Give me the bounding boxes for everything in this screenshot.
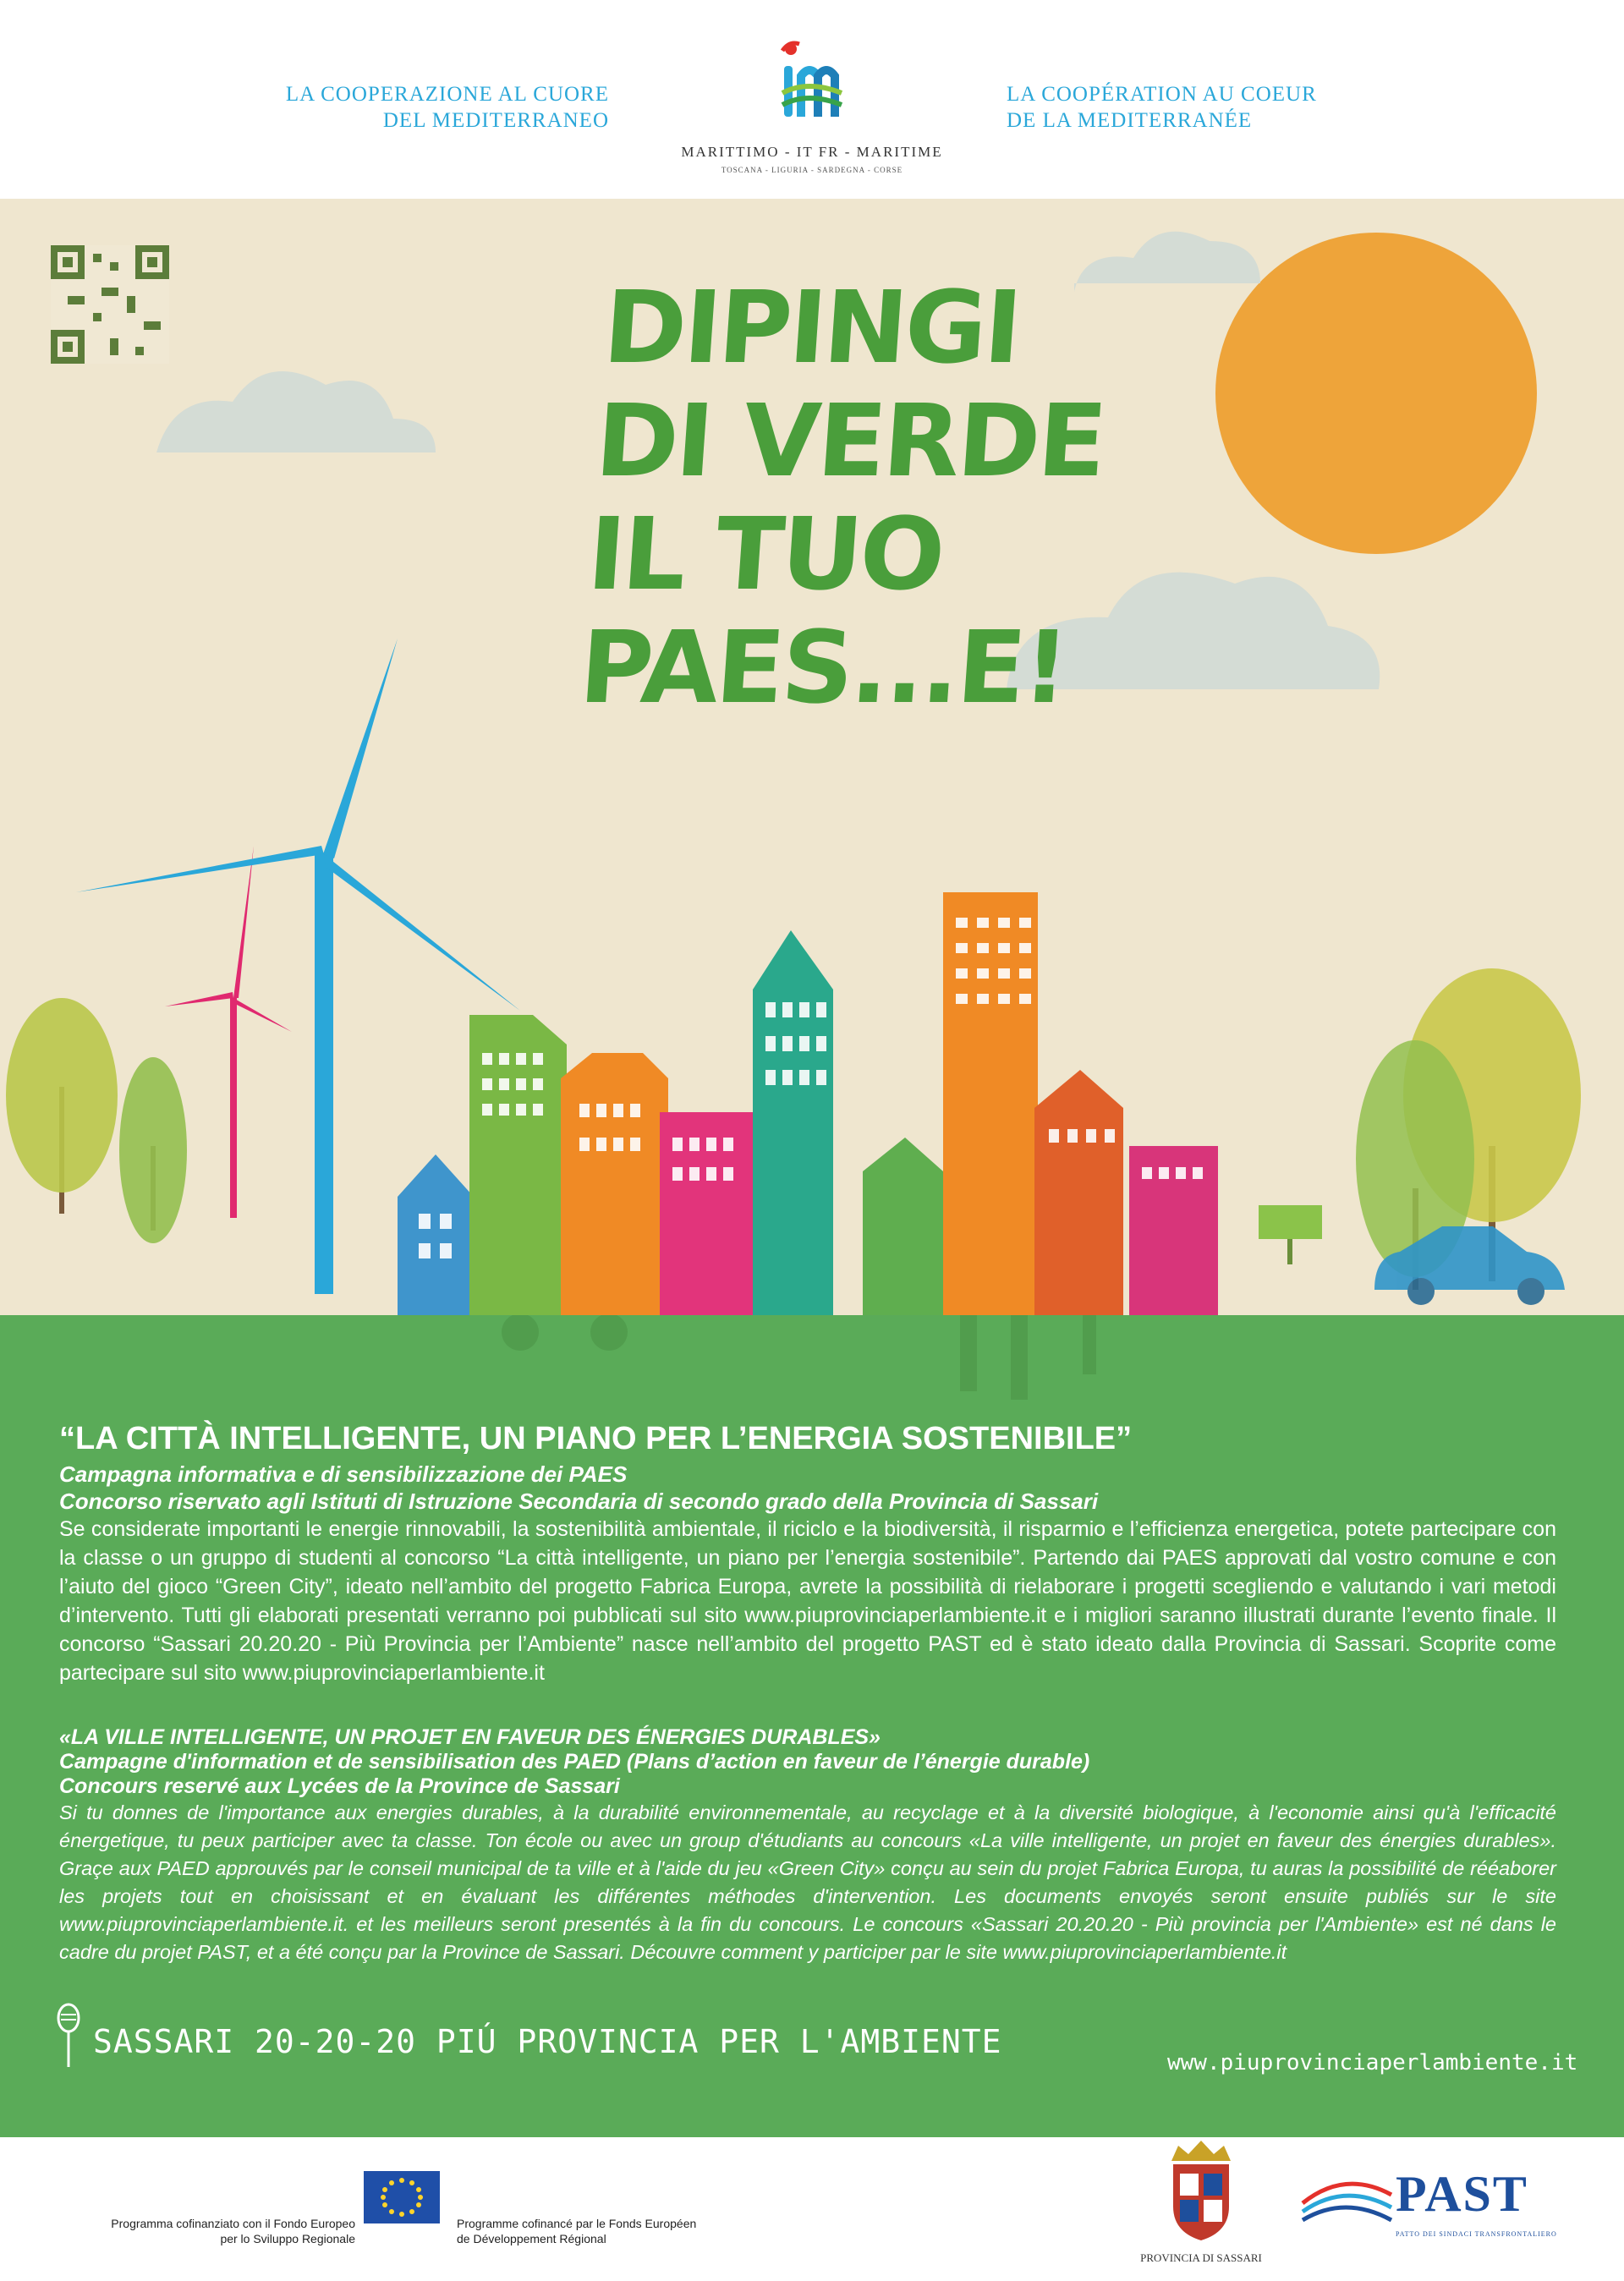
- past-logo-text: PAST: [1396, 2166, 1528, 2222]
- building-icon: [753, 930, 833, 1315]
- campaign-slogan: SASSARI 20-20-20 PIÚ PROVINCIA PER L'AMBIENTE: [93, 2023, 1002, 2060]
- building-icon: [561, 1053, 668, 1315]
- cloud-icon: [156, 371, 436, 452]
- solar-panel-icon: [1259, 1205, 1322, 1264]
- sun-icon: [1215, 233, 1537, 554]
- qr-code-icon: [51, 245, 169, 364]
- footer-funding-french-line1: Programme cofinancé par le Fonds Européen: [457, 2217, 697, 2230]
- logo-program-name: MARITTIMO - IT FR - MARITIME: [681, 144, 943, 160]
- italian-body: Se considerate importanti le energie rinnovabili, la sostenibilità ambientale, il riciclo e la biodiversità, il risparmio e l’efficienza energetica, potete partecipare con la classe o un gruppo di studenti al concorso “La città intelligente, un piano per l’energia sostenibile”. Partendo dai PAES approvati dal vostro comune e con l’aiuto del gioco “Green City”, ideato nell’ambito del progetto Fabrica Europa, avrete la possibilità di rielaborare i progetti scegliendo e valutando i vari metodi d’intervento. Tutti gli elaborati presentati verranno poi pubblicati sul sito www.piuprovinciaperlambiente.it e i migliori saranno illustrati durante l’evento finale. Il concorso “Sassari 20.20.20 - Più Provincia per l’Ambiente” nasce nell’ambito del progetto PAST ed è stato ideato dalla Provincia di Sassari. Scoprite come partecipare sul sito www.piuprovinciaperlambiente.it: [59, 1517, 1556, 1685]
- website-link[interactable]: www.piuprovinciaperlambiente.it: [1167, 2050, 1578, 2075]
- building-icon: [398, 1154, 474, 1315]
- french-section: [59, 1725, 1556, 1966]
- italian-subtitle-contest: Concorso riservato agli Istituti di Istruzione Secondaria di secondo grado della Provincia di Sassari: [59, 1489, 1099, 1514]
- footer-funding-french-line2: de Développement Régional: [457, 2232, 606, 2245]
- past-logo-subtitle: PATTO DEI SINDACI TRANSFRONTALIERO: [1396, 2230, 1557, 2238]
- footer-funding-italian-line2: per lo Sviluppo Regionale: [220, 2232, 355, 2245]
- french-body: Si tu donnes de l'importance aux energies durables, à la durabilité environnementale, au recyclage et à la diversité biologique, à l'economie ainsi qu'à l'efficacité énergetique, tu peux participer avec ta classe. Ton école ou avec un group d'étudiants au concours «La ville intelligente, un projet en faveur des énergies durables». Graçe aux PAED approuvés par le conseil municipal de ta ville et à l'aide du jeu «Green City» conçu au sein du projet Fabrica Europa, tu auras la possibilité de rééaborer les projets tout en choisissant et en évaluant les différentes méthodes d'intervention. Les documents envoyés seront ensuite publiés sur le site www.piuprovinciaperlambiente.it. et les meilleurs seront presentés à la fin du concours. Le concours «Sassari 20.20.20 - Più provincia per l'Ambiente» est né dans le cadre du projet PAST, et a été conçu par la Province de Sassari. Découvre comment y participer par le site www.piuprovinciaperlambiente.it: [59, 1801, 1556, 1963]
- figures-silhouettes-illustration: [0, 1315, 1624, 1417]
- headline-line4: PAES...E!: [576, 609, 1071, 726]
- footer-funding-french: [457, 2216, 761, 2246]
- footer-funding-italian-line1: Programma cofinanziato con il Fondo Europeo: [111, 2217, 355, 2230]
- marittimo-logo: [757, 34, 867, 135]
- header-tagline-italian-line1: LA COOPERAZIONE AL CUORE: [285, 83, 609, 106]
- province-name: PROVINCIA DI SASSARI: [1140, 2251, 1262, 2264]
- headline-line2: DI VERDE: [591, 382, 1108, 499]
- italian-subtitle-campaign: Campagna informativa e di sensibilizzazione dei PAES: [59, 1461, 628, 1487]
- header-tagline-italian: [254, 81, 609, 134]
- french-title: «LA VILLE INTELLIGENTE, UN PROJET EN FAVEUR DES ÉNERGIES DURABLES»: [59, 1725, 881, 1749]
- logo-program-regions: TOSCANA - LIGURIA - SARDEGNA - CORSE: [721, 166, 903, 174]
- header-tagline-french: [1007, 81, 1362, 134]
- headline: [576, 271, 1115, 724]
- header-tagline-italian-line2: DEL MEDITERRANEO: [382, 109, 609, 132]
- italian-section: [59, 1421, 1556, 1687]
- headline-line3: IL TUO: [584, 496, 946, 612]
- building-icon: [1034, 1070, 1123, 1315]
- tree-icon: [119, 1057, 187, 1243]
- province-coat-of-arms-icon: [1163, 2136, 1239, 2245]
- eu-flag-icon: [364, 2171, 440, 2223]
- header-tagline-french-line2: DE LA MEDITERRANÉE: [1007, 109, 1253, 132]
- french-subtitle-contest: Concours reservé aux Lycées de la Province de Sassari: [59, 1774, 620, 1798]
- italian-title: “LA CITTÀ INTELLIGENTE, UN PIANO PER L’ENERGIA SOSTENIBILE”: [59, 1421, 1133, 1456]
- building-icon: [943, 892, 1038, 1315]
- microphone-icon: [54, 2003, 83, 2070]
- french-subtitle-campaign: Campagne d'information et de sensibilisation des PAED (Plans d’action en faveur de l’énergie durable): [59, 1750, 1090, 1774]
- header-tagline-french-line1: LA COOPÉRATION AU COEUR: [1007, 83, 1317, 106]
- building-icon: [863, 1138, 943, 1315]
- footer-funding-italian: [51, 2216, 355, 2246]
- headline-line1: DIPINGI: [600, 269, 1023, 386]
- tree-icon: [6, 998, 118, 1214]
- past-swoosh-icon: [1298, 2169, 1396, 2229]
